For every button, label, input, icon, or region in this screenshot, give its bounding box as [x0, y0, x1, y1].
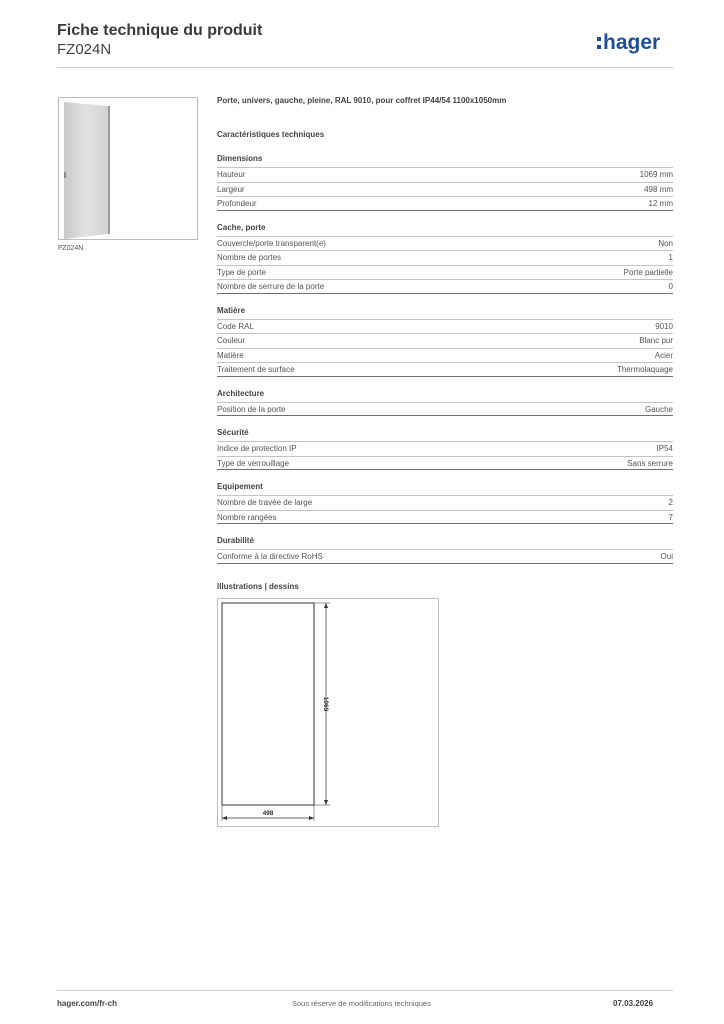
spec-section-durabilite — [217, 536, 673, 564]
spec-label: Profondeur — [217, 199, 257, 208]
spec-label: Position de la porte — [217, 404, 286, 414]
footer-website-link[interactable]: hager.com/fr-ch — [57, 999, 118, 1008]
section-title: Dimensions — [217, 154, 263, 163]
spec-value: Gauche — [644, 404, 673, 414]
height-dimension-label: 1069 — [322, 696, 329, 711]
spec-value: Blanc pur — [639, 336, 673, 345]
spec-row — [217, 319, 673, 334]
spec-row — [217, 167, 673, 182]
spec-row — [217, 495, 673, 510]
spec-value: Sans serrure — [627, 458, 673, 468]
spec-label: Couvercle/porte transparent(e) — [217, 238, 326, 248]
spec-section-securite — [217, 428, 673, 470]
section-title: Matière — [217, 305, 246, 315]
spec-row — [217, 456, 673, 471]
spec-row — [217, 510, 673, 525]
spec-row — [217, 182, 673, 197]
section-title: Equipement — [217, 482, 263, 491]
width-dimension-label: 498 — [262, 809, 274, 817]
spec-label: Nombre de portes — [217, 253, 282, 262]
spec-label: Code RAL — [217, 321, 254, 331]
footer-divider — [57, 990, 673, 991]
spec-value: Thermolaquage — [616, 365, 673, 374]
spec-row — [217, 196, 673, 211]
spec-value: Porte partielle — [623, 267, 673, 277]
section-title: Durabilité — [217, 536, 254, 545]
spec-label: Hauteur — [217, 170, 246, 179]
spec-value: Non — [658, 238, 673, 248]
spec-label: Conforme à la directive RoHS — [217, 552, 323, 561]
spec-value: 1069 mm — [639, 170, 673, 179]
main-content — [217, 96, 673, 827]
door-photo-icon — [59, 98, 197, 239]
dimension-drawing-icon — [218, 599, 438, 826]
header-divider — [57, 67, 673, 68]
illustrations-heading: Illustrations | dessins — [217, 581, 299, 591]
spec-value: 498 mm — [644, 184, 673, 194]
spec-label: Nombre de travée de large — [217, 498, 313, 507]
spec-value: Acier — [654, 350, 673, 360]
section-title: Sécurité — [217, 428, 249, 437]
spec-value: 7 — [668, 512, 673, 522]
spec-value: 12 mm — [648, 199, 673, 208]
spec-row — [217, 250, 673, 265]
spec-row — [217, 362, 673, 377]
spec-row — [217, 348, 673, 363]
spec-label: Largeur — [217, 184, 245, 194]
spec-row — [217, 402, 673, 417]
spec-section-cache-porte — [217, 223, 673, 294]
spec-value: 9010 — [655, 321, 673, 331]
spec-label: Traitement de surface — [217, 365, 295, 374]
hager-logo — [596, 26, 676, 58]
spec-row — [217, 549, 673, 564]
spec-value: IP54 — [656, 444, 673, 453]
footer-date: 07.03.2026 — [613, 999, 654, 1008]
spec-label: Type de verrouillage — [217, 458, 290, 468]
spec-section-architecture — [217, 389, 673, 417]
product-description: Porte, univers, gauche, pleine, RAL 9010, pour coffret IP44/54 1100x1050mm — [217, 96, 507, 105]
spec-row — [217, 236, 673, 251]
spec-label: Couleur — [217, 336, 246, 345]
specs-heading: Caractéristiques techniques — [217, 130, 325, 139]
spec-label: Nombre de serrure de la porte — [217, 282, 325, 291]
section-title: Architecture — [217, 388, 265, 398]
spec-value: 2 — [668, 498, 673, 507]
spec-label: Indice de protection IP — [217, 444, 297, 453]
footer-disclaimer: Sous réserve de modifications techniques — [292, 999, 431, 1008]
spec-label: Matière — [217, 350, 244, 360]
spec-value: 1 — [668, 253, 673, 262]
spec-section-equipement — [217, 482, 673, 524]
spec-value: 0 — [668, 282, 673, 291]
section-title: Cache, porte — [217, 222, 266, 232]
spec-row — [217, 279, 673, 294]
spec-section-dimensions — [217, 154, 673, 211]
spec-label: Nombre rangées — [217, 512, 277, 522]
logo-text: hager — [603, 31, 661, 54]
page-title: Fiche technique du produit — [57, 22, 263, 39]
product-image-caption: FZ024N — [58, 245, 84, 252]
technical-drawing — [217, 598, 439, 827]
product-code-heading: FZ024N — [57, 41, 112, 58]
spec-section-matiere — [217, 306, 673, 377]
spec-row — [217, 441, 673, 456]
spec-row — [217, 333, 673, 348]
spec-value: Oui — [660, 552, 673, 561]
product-image — [58, 97, 198, 240]
spec-row — [217, 265, 673, 280]
spec-label: Type de porte — [217, 267, 266, 277]
